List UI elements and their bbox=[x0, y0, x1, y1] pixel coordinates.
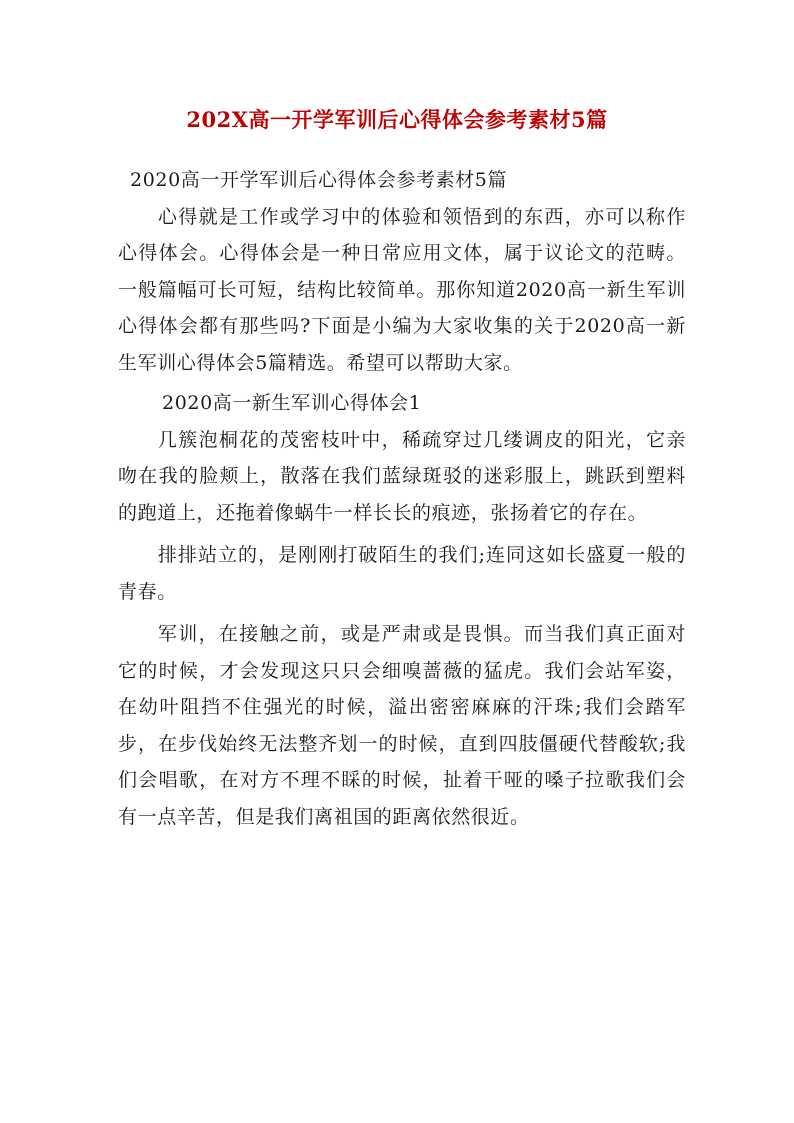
intro-paragraph: 心得就是工作或学习中的体验和领悟到的东西，亦可以称作心得体会。心得体会是一种日常应用文体，属于议论文的范畴。一般篇幅可长可短，结构比较简单。那你知道2020高一新生军训心得体会都有那些吗?下面是小编为大家收集的关于2020高一新生军训心得体会5篇精选。希望可以帮助大家。 bbox=[118, 205, 686, 374]
document-subtitle: 2020高一开学军训后心得体会参考素材5篇 bbox=[130, 169, 508, 191]
section-heading: 2020高一新生军训心得体会1 bbox=[162, 392, 422, 414]
document-title: 202X高一开学军训后心得体会参考素材5篇 bbox=[186, 107, 608, 132]
body-paragraph-2: 排排站立的，是刚刚打破陌生的我们;连同这如长盛夏一般的青春。 bbox=[118, 544, 686, 603]
body-paragraph-1: 几簇泡桐花的茂密枝叶中，稀疏穿过几缕调皮的阳光，它亲吻在我的脸颊上，散落在我们蓝绿斑驳的迷彩服上，跳跃到塑料的跑道上，还拖着像蜗牛一样长长的痕迹，张扬着它的存在。 bbox=[118, 428, 686, 524]
body-paragraph-3: 军训，在接触之前，或是严肃或是畏惧。而当我们真正面对它的时候，才会发现这只只会细嗅蔷薇的猛虎。我们会站军姿，在幼叶阻挡不住强光的时候，溢出密密麻麻的汗珠;我们会踏军步，在步伐始终无法整齐划一的时候，直到四肢僵硬代替酸软;我们会唱歌，在对方不理不睬的时候，扯着干哑的嗓子拉歌我们会有一点辛苦，但是我们离祖国的距离依然很近。 bbox=[118, 623, 686, 828]
document-body bbox=[118, 162, 686, 835]
